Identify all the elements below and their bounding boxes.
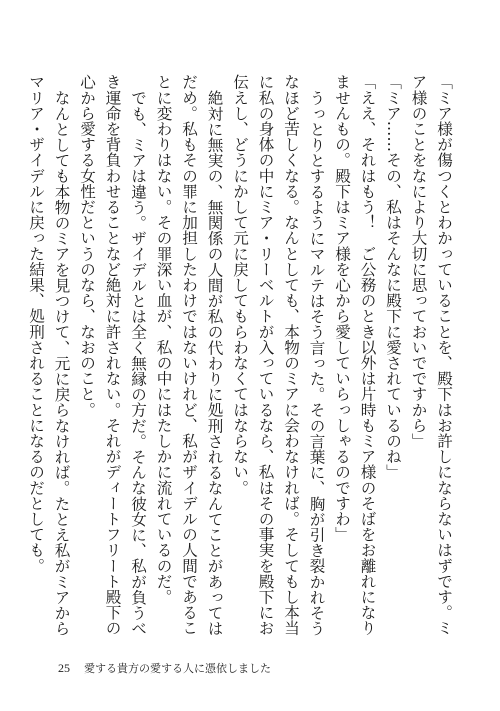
book-title: 愛する貴方の愛する人に憑依しました — [84, 662, 271, 675]
paragraph-7: なんとしても本物のミアを見つけて、元に戻らなければ。たとえ私がミアからマリア・ザイデルに戻った結果、処刑されることになるのだとしても。 — [27, 74, 71, 636]
paragraph-2: 「ミア……その、私はそんなに殿下に愛されているのね」 — [384, 74, 402, 480]
body-text — [27, 74, 456, 644]
paragraph-5: 絶対に無実の、無関係の人間が私の代わりに処刑されるなんてことがあってはだめ。私もその罪に加担したわけではないけれど、私がザイデルの人間であることに変わりはない。その罪深い血が、私の中にはたしかに流れているのだ。 — [154, 74, 224, 636]
paragraph-4: うっとりとするようにマルテはそう言った。その言葉に、胸が引き裂かれそうなほど苦しくなる。なんとしても、本物のミアに会わなければ。そしてもし本当に私の身体の中にミア・リーベルトが入っているなら、私はその事実を殿下にお伝えし、どうにかして元に戻してもらわなくてはならない。 — [231, 74, 326, 636]
page-footer — [58, 660, 271, 676]
paragraph-1: 「ミア様が傷つくとわかっていることを、殿下はお許しにならないはずです。ミア様のことをなにより大切に思っておいでですから」 — [409, 74, 453, 636]
paragraph-3: 「ええ、それはもう！ ご公務のとき以外は片時もミア様のそばをお離れになりませんもの。殿下はミア様を心から愛していらっしゃるのですわ」 — [333, 74, 377, 636]
paragraph-6: でも、ミアは違う。ザイデルとは全く無縁の方だ。そんな彼女に、私が負うべき運命を背負わせることなど絶対に許されない。それがディートフリート殿下の心から愛する女性だというのなら、なおのこと。 — [78, 74, 147, 636]
page-number: 25 — [58, 661, 70, 675]
